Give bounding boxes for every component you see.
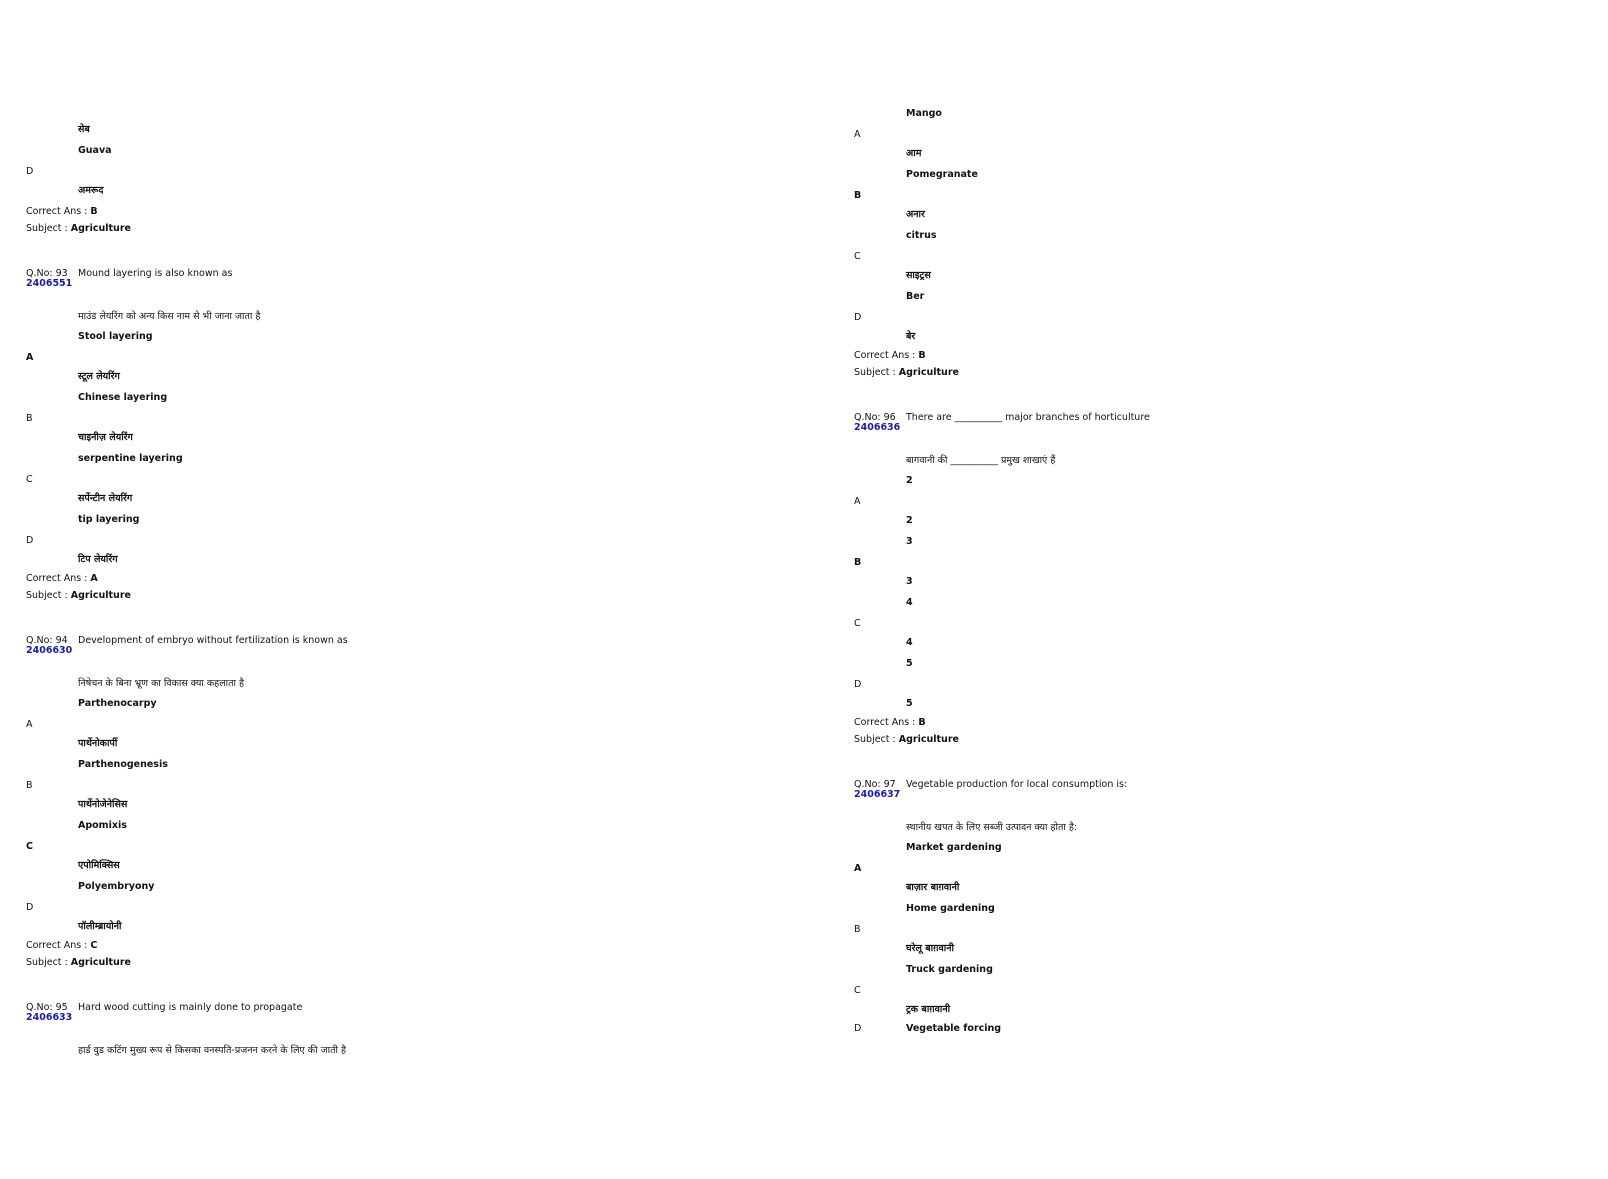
question-text-hi: माउंड लेयरिंग को अन्य किस नाम से भी जाना जाता है — [78, 311, 261, 322]
option-text-en: tip layering — [78, 514, 140, 525]
option-text-en: Apomixis — [78, 820, 127, 831]
question-text-hi: बागवानी की __________ प्रमुख शाखाएं हैं — [906, 455, 1056, 466]
option-letter: C — [854, 618, 861, 629]
subject — [26, 590, 131, 602]
option-text: Guava — [78, 145, 112, 156]
question-id: 2406630 — [26, 645, 73, 656]
option-text-en: serpentine layering — [78, 453, 183, 464]
correct-answer-value: C — [90, 940, 98, 951]
subject-label: Subject : — [26, 590, 71, 601]
subject-label: Subject : — [854, 734, 899, 745]
option-letter: C — [854, 985, 861, 996]
option-text-hi: आम — [906, 148, 922, 159]
option-letter: B — [854, 924, 861, 935]
question-text-hi: हार्ड वुड कटिंग मुख्य रूप से किसका वनस्पति-प्रजनन करने के लिए की जाती है — [78, 1045, 347, 1056]
option-letter: D — [26, 902, 34, 913]
option-text-hi: पार्थेनोजेनेसिस — [78, 799, 128, 810]
option-letter: D — [26, 166, 34, 177]
option-text: सेब — [78, 124, 90, 135]
option-letter: A — [854, 496, 861, 507]
correct-answer-label: Correct Ans : — [26, 940, 91, 951]
option-text-en: Pomegranate — [906, 169, 978, 180]
question-text: Development of embryo without fertilization is known as — [78, 635, 348, 646]
subject-value: Agriculture — [898, 734, 959, 745]
option-text-hi: 5 — [906, 698, 913, 709]
option-letter: A — [26, 719, 33, 730]
correct-answer-value: A — [90, 573, 98, 584]
option-text-hi: घरेलू बाग़वानी — [906, 943, 954, 954]
option-letter: C — [854, 251, 861, 262]
option-text-en: Parthenogenesis — [78, 759, 168, 770]
subject-value: Agriculture — [898, 367, 959, 378]
option-text-en: 2 — [906, 475, 913, 486]
correct-answer — [26, 573, 98, 585]
option-letter: A — [26, 352, 34, 363]
correct-answer-label: Correct Ans : — [854, 350, 919, 361]
question-text-hi: स्थानीय खपत के लिए सब्जी उत्पादन क्या होता है: — [906, 822, 1078, 833]
subject-label: Subject : — [854, 367, 899, 378]
correct-answer — [26, 206, 98, 218]
option-letter: B — [26, 413, 33, 424]
option-text-hi: पॉलीम्ब्रायोनी — [78, 921, 122, 932]
option-text-hi: ट्रक बाग़वानी — [906, 1004, 951, 1015]
option-text-en: citrus — [906, 230, 937, 241]
subject-value: Agriculture — [70, 590, 131, 601]
correct-answer — [854, 717, 926, 729]
subject — [854, 734, 959, 746]
option-text-en: 3 — [906, 536, 913, 547]
correct-answer-label: Correct Ans : — [26, 206, 91, 217]
option-text-hi: पार्थेनोकार्पी — [78, 738, 118, 749]
option-text-en: 4 — [906, 597, 913, 608]
option-text-en: Market gardening — [906, 842, 1002, 853]
question-text-hi: निषेचन के बिना भ्रूण का विकास क्या कहलाता है — [78, 678, 245, 689]
question-id: 2406633 — [26, 1012, 73, 1023]
correct-answer-label: Correct Ans : — [26, 573, 91, 584]
option-text-hi: 4 — [906, 637, 913, 648]
option-text-hi: बाज़ार बाग़वानी — [906, 882, 960, 893]
option-text-en: Parthenocarpy — [78, 698, 157, 709]
option-letter: A — [854, 863, 862, 874]
subject-value: Agriculture — [70, 223, 131, 234]
option-text-hi: 3 — [906, 576, 913, 587]
option-text-hi: एपोमिक्सिस — [78, 860, 120, 871]
subject — [26, 223, 131, 235]
option-text-hi: टिप लेयरिंग — [78, 554, 118, 565]
question-number: Q.No: 96 — [854, 412, 896, 423]
question-number: Q.No: 97 — [854, 779, 896, 790]
option-letter: C — [26, 474, 33, 485]
option-letter: A — [854, 129, 861, 140]
correct-answer — [26, 940, 97, 952]
question-id: 2406551 — [26, 278, 73, 289]
option-text-hi: अनार — [906, 209, 925, 220]
option-text-hi: 2 — [906, 515, 913, 526]
option-letter: B — [26, 780, 33, 791]
option-text-en: Ber — [906, 291, 925, 302]
question-id: 2406636 — [854, 422, 901, 433]
option-letter: D — [26, 535, 34, 546]
subject-label: Subject : — [26, 957, 71, 968]
option-text-en: 5 — [906, 658, 913, 669]
option-text: अमरूद — [78, 185, 104, 196]
correct-answer-value: B — [918, 350, 926, 361]
option-text-hi: चाइनीज़ लेयरिंग — [78, 432, 133, 443]
option-text-en: Home gardening — [906, 903, 995, 914]
subject-value: Agriculture — [70, 957, 131, 968]
option-letter: D — [854, 679, 862, 690]
option-text-en: Truck gardening — [906, 964, 993, 975]
question-text: Hard wood cutting is mainly done to propagate — [78, 1002, 303, 1013]
subject-label: Subject : — [26, 223, 71, 234]
option-letter: B — [854, 190, 862, 201]
question-number: Q.No: 95 — [26, 1002, 68, 1013]
question-number: Q.No: 94 — [26, 635, 68, 646]
option-letter: D — [854, 312, 862, 323]
option-letter: C — [26, 841, 33, 852]
subject — [854, 367, 959, 379]
option-text-en: Polyembryony — [78, 881, 155, 892]
question-text: Mound layering is also known as — [78, 268, 233, 279]
correct-answer — [854, 350, 926, 362]
option-text-hi: स्टूल लेयरिंग — [78, 371, 120, 382]
correct-answer-value: B — [90, 206, 98, 217]
option-letter: D — [854, 1023, 862, 1034]
option-text-en: Vegetable forcing — [906, 1023, 1002, 1034]
option-text-en: Mango — [906, 108, 942, 119]
question-id: 2406637 — [854, 789, 901, 800]
option-text-en: Stool layering — [78, 331, 153, 342]
question-number: Q.No: 93 — [26, 268, 68, 279]
option-text-hi: सर्पेन्टीन लेयरिंग — [78, 493, 133, 504]
subject — [26, 957, 131, 969]
option-text-hi: बेर — [906, 331, 916, 342]
question-text: There are __________ major branches of horticulture — [906, 412, 1150, 423]
option-text-hi: साइट्रस — [906, 270, 931, 281]
option-text-en: Chinese layering — [78, 392, 168, 403]
correct-answer-label: Correct Ans : — [854, 717, 919, 728]
question-text: Vegetable production for local consumption is: — [906, 779, 1128, 790]
option-letter: B — [854, 557, 862, 568]
correct-answer-value: B — [918, 717, 926, 728]
